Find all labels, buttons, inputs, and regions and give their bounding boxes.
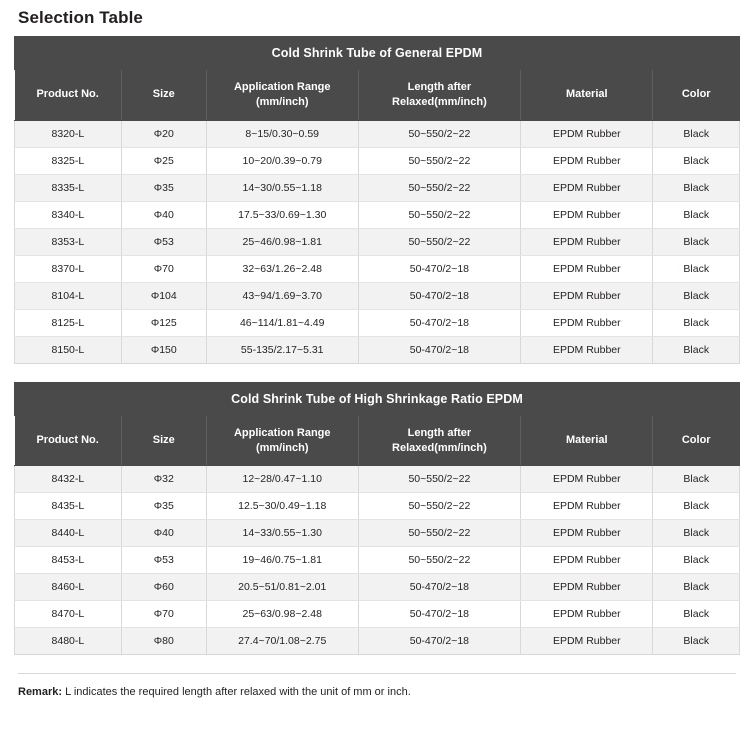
cell-size: Φ53 [121, 547, 206, 574]
column-header-color: Color [653, 415, 740, 466]
table-row [15, 282, 740, 309]
cell-length-after-relaxed: 50~550/2~22 [358, 174, 520, 201]
cell-application-range: 10~20/0.39~0.79 [206, 147, 358, 174]
table-row [15, 466, 740, 493]
column-header-length-line1: Length after [407, 426, 472, 439]
cell-application-range: 12~28/0.47~1.10 [206, 466, 358, 493]
table-row [15, 255, 740, 282]
cell-application-range: 27.4~70/1.08~2.75 [206, 628, 358, 655]
cell-length-after-relaxed: 50-470/2~18 [358, 601, 520, 628]
cell-material: EPDM Rubber [521, 147, 653, 174]
cell-material: EPDM Rubber [521, 201, 653, 228]
cell-material: EPDM Rubber [521, 493, 653, 520]
cell-size: Φ104 [121, 282, 206, 309]
cell-color: Black [653, 147, 740, 174]
cell-material: EPDM Rubber [521, 547, 653, 574]
cell-color: Black [653, 201, 740, 228]
cell-size: Φ53 [121, 228, 206, 255]
table-body-general-epdm [15, 120, 740, 363]
column-header-length-line1: Length after [407, 81, 472, 93]
cell-product-no: 8150-L [15, 336, 122, 363]
cell-application-range: 14~30/0.55~1.18 [206, 174, 358, 201]
table-caption: Cold Shrink Tube of High Shrinkage Ratio EPDM [15, 382, 740, 415]
cell-material: EPDM Rubber [521, 282, 653, 309]
cell-product-no: 8340-L [15, 201, 122, 228]
column-header-application-range-line1: Application Range [233, 81, 331, 93]
cell-size: Φ80 [121, 628, 206, 655]
cell-color: Black [653, 493, 740, 520]
cell-material: EPDM Rubber [521, 628, 653, 655]
column-header-product-no: Product No. [15, 415, 122, 466]
column-header-color: Color [653, 70, 740, 121]
cell-application-range: 46~114/1.81~4.49 [206, 309, 358, 336]
table-row [15, 520, 740, 547]
cell-length-after-relaxed: 50~550/2~22 [358, 120, 520, 147]
table-header-row [15, 70, 740, 121]
cell-application-range: 25~46/0.98~1.81 [206, 228, 358, 255]
cell-color: Black [653, 628, 740, 655]
cell-size: Φ150 [121, 336, 206, 363]
column-header-material: Material [521, 70, 653, 121]
table-row [15, 493, 740, 520]
table-caption: Cold Shrink Tube of General EPDM [15, 37, 740, 70]
table-row [15, 574, 740, 601]
cell-material: EPDM Rubber [521, 255, 653, 282]
table-row [15, 147, 740, 174]
cell-application-range: 14~33/0.55~1.30 [206, 520, 358, 547]
table-row [15, 174, 740, 201]
column-header-size: Size [121, 415, 206, 466]
cell-length-after-relaxed: 50-470/2~18 [358, 628, 520, 655]
cell-application-range: 43~94/1.69~3.70 [206, 282, 358, 309]
column-header-application-range-line2: (mm/inch) [255, 95, 309, 108]
cell-size: Φ35 [121, 174, 206, 201]
column-header-product-no: Product No. [15, 70, 122, 121]
cell-product-no: 8440-L [15, 520, 122, 547]
cell-color: Black [653, 574, 740, 601]
cell-color: Black [653, 601, 740, 628]
cell-product-no: 8370-L [15, 255, 122, 282]
cell-size: Φ70 [121, 601, 206, 628]
cell-material: EPDM Rubber [521, 228, 653, 255]
cell-color: Black [653, 174, 740, 201]
cell-product-no: 8353-L [15, 228, 122, 255]
cell-size: Φ125 [121, 309, 206, 336]
table-caption-row [15, 37, 740, 70]
column-header-length-after-relaxed [358, 415, 520, 466]
cell-material: EPDM Rubber [521, 336, 653, 363]
cell-length-after-relaxed: 50-470/2~18 [358, 574, 520, 601]
cell-color: Black [653, 336, 740, 363]
cell-product-no: 8453-L [15, 547, 122, 574]
cell-material: EPDM Rubber [521, 174, 653, 201]
cell-application-range: 32~63/1.26~2.48 [206, 255, 358, 282]
remark-note [18, 680, 740, 698]
divider [18, 673, 736, 674]
selection-table-page [0, 8, 754, 732]
table-row [15, 120, 740, 147]
column-header-length-line2: Relaxed(mm/inch) [392, 441, 487, 454]
cell-length-after-relaxed: 50~550/2~22 [358, 201, 520, 228]
cell-size: Φ20 [121, 120, 206, 147]
cell-product-no: 8325-L [15, 147, 122, 174]
table-general-epdm [14, 36, 740, 364]
column-header-application-range [206, 415, 358, 466]
cell-product-no: 8460-L [15, 574, 122, 601]
cell-product-no: 8480-L [15, 628, 122, 655]
cell-material: EPDM Rubber [521, 601, 653, 628]
table-row [15, 201, 740, 228]
cell-length-after-relaxed: 50~550/2~22 [358, 228, 520, 255]
remark-label: Remark: [18, 686, 63, 699]
cell-material: EPDM Rubber [521, 520, 653, 547]
column-header-application-range [206, 70, 358, 121]
column-header-size: Size [121, 70, 206, 121]
cell-application-range: 20.5~51/0.81~2.01 [206, 574, 358, 601]
cell-length-after-relaxed: 50~550/2~22 [358, 466, 520, 493]
cell-application-range: 12.5~30/0.49~1.18 [206, 493, 358, 520]
table-body-high-shrinkage-ratio-epdm [15, 466, 740, 655]
cell-length-after-relaxed: 50~550/2~22 [358, 547, 520, 574]
cell-size: Φ32 [121, 466, 206, 493]
cell-material: EPDM Rubber [521, 309, 653, 336]
column-header-application-range-line2: (mm/inch) [255, 441, 309, 454]
table-row [15, 228, 740, 255]
cell-product-no: 8335-L [15, 174, 122, 201]
cell-length-after-relaxed: 50-470/2~18 [358, 282, 520, 309]
cell-application-range: 55-135/2.17~5.31 [206, 336, 358, 363]
column-header-length-line2: Relaxed(mm/inch) [392, 95, 487, 108]
table-row [15, 336, 740, 363]
remark-text: L indicates the required length after relaxed with the unit of mm or inch. [62, 686, 411, 699]
cell-length-after-relaxed: 50-470/2~18 [358, 309, 520, 336]
cell-color: Black [653, 282, 740, 309]
cell-length-after-relaxed: 50-470/2~18 [358, 255, 520, 282]
cell-material: EPDM Rubber [521, 574, 653, 601]
cell-material: EPDM Rubber [521, 120, 653, 147]
table-caption-row [15, 382, 740, 415]
table-row [15, 309, 740, 336]
cell-color: Black [653, 520, 740, 547]
page-title: Selection Table [18, 8, 143, 27]
cell-size: Φ70 [121, 255, 206, 282]
column-header-application-range-line1: Application Range [233, 426, 331, 439]
cell-material: EPDM Rubber [521, 466, 653, 493]
cell-product-no: 8435-L [15, 493, 122, 520]
cell-application-range: 25~63/0.98~2.48 [206, 601, 358, 628]
table-row [15, 628, 740, 655]
table-header-row [15, 415, 740, 466]
table-high-shrinkage-ratio-epdm [14, 382, 740, 656]
cell-product-no: 8432-L [15, 466, 122, 493]
cell-application-range: 8~15/0.30~0.59 [206, 120, 358, 147]
cell-size: Φ40 [121, 520, 206, 547]
cell-product-no: 8125-L [15, 309, 122, 336]
cell-size: Φ40 [121, 201, 206, 228]
cell-length-after-relaxed: 50~550/2~22 [358, 493, 520, 520]
cell-color: Black [653, 466, 740, 493]
cell-application-range: 17.5~33/0.69~1.30 [206, 201, 358, 228]
cell-product-no: 8104-L [15, 282, 122, 309]
cell-application-range: 19~46/0.75~1.81 [206, 547, 358, 574]
column-header-material: Material [521, 415, 653, 466]
cell-color: Black [653, 547, 740, 574]
cell-length-after-relaxed: 50~550/2~22 [358, 147, 520, 174]
table-row [15, 601, 740, 628]
cell-size: Φ60 [121, 574, 206, 601]
table-row [15, 547, 740, 574]
column-header-length-after-relaxed [358, 70, 520, 121]
cell-product-no: 8320-L [15, 120, 122, 147]
cell-color: Black [653, 228, 740, 255]
cell-color: Black [653, 255, 740, 282]
cell-color: Black [653, 120, 740, 147]
cell-size: Φ35 [121, 493, 206, 520]
cell-size: Φ25 [121, 147, 206, 174]
cell-length-after-relaxed: 50-470/2~18 [358, 336, 520, 363]
cell-length-after-relaxed: 50~550/2~22 [358, 520, 520, 547]
cell-color: Black [653, 309, 740, 336]
cell-product-no: 8470-L [15, 601, 122, 628]
